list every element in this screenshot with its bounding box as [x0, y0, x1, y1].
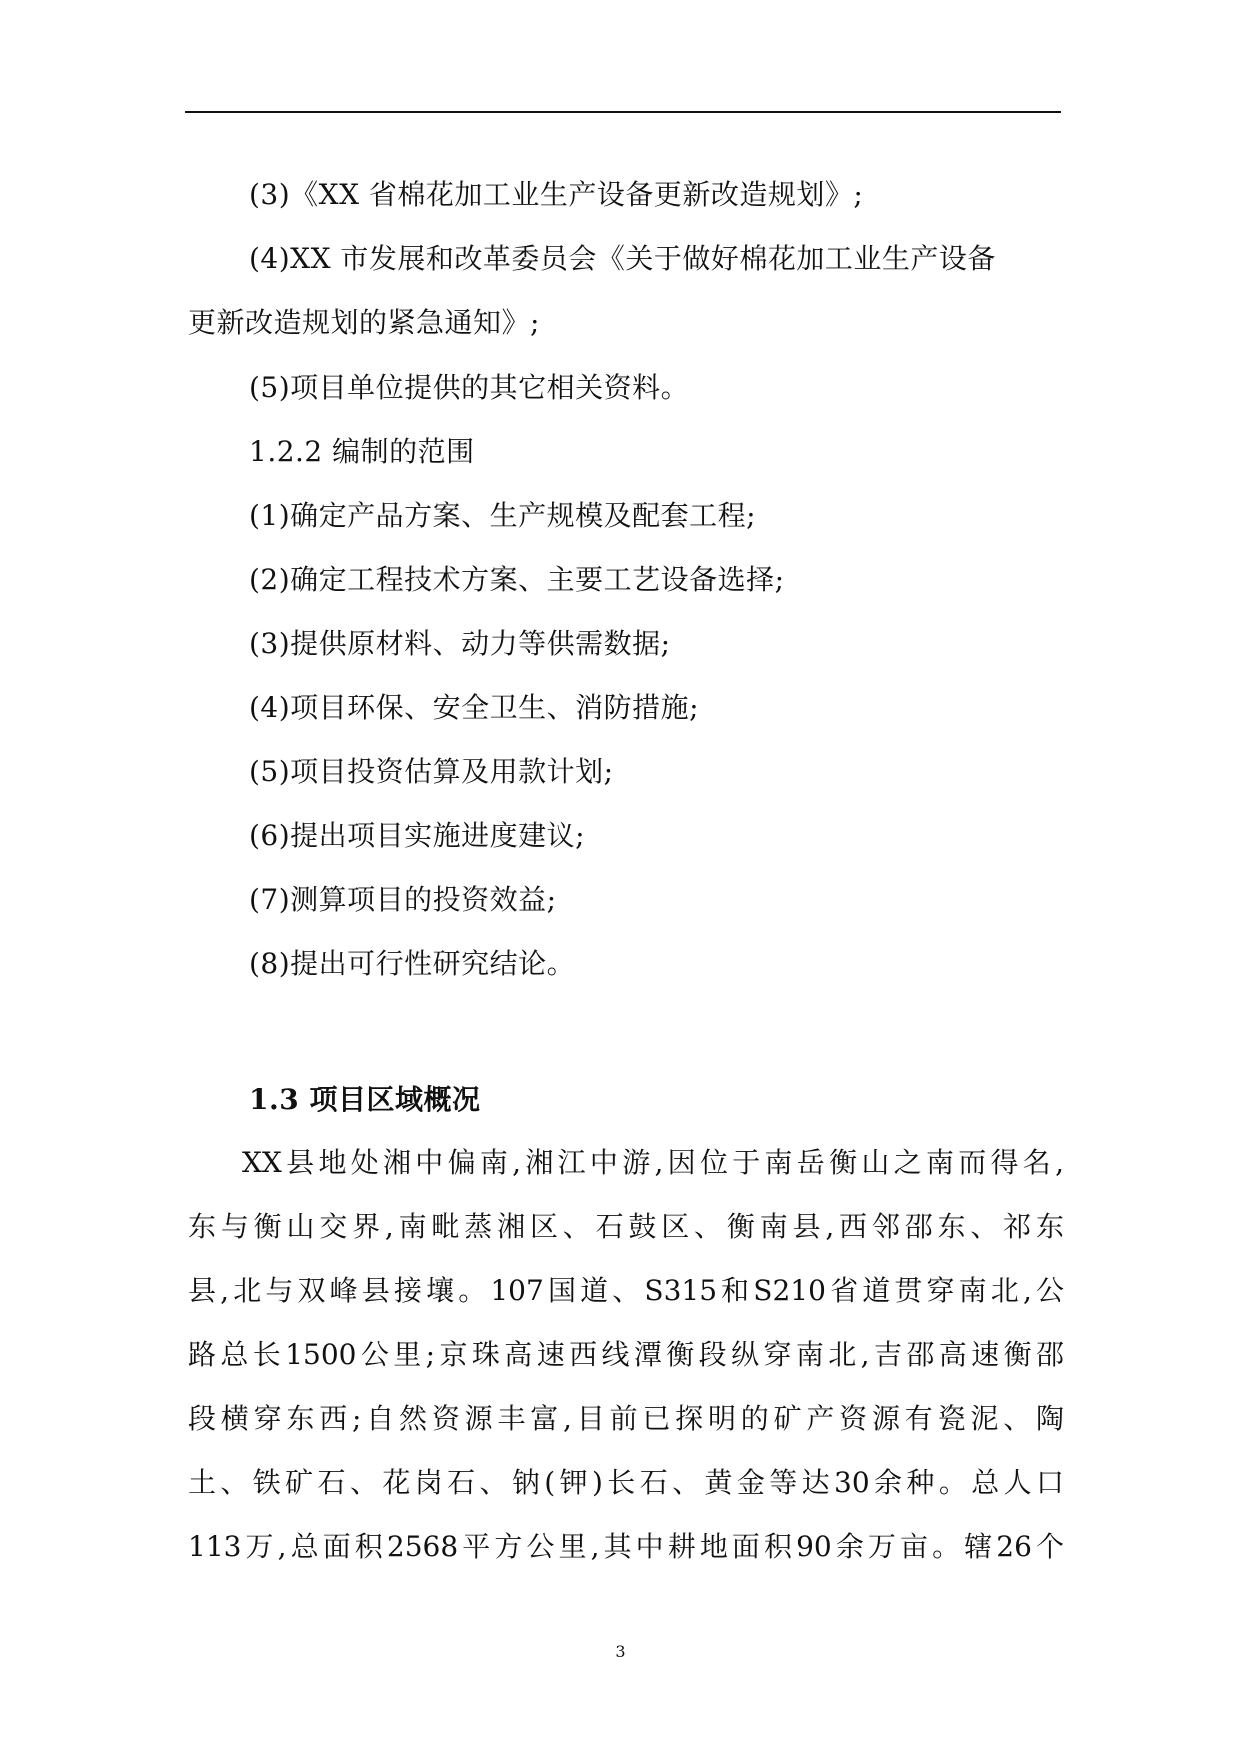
list-item: (2)确定工程技术方案、主要工艺设备选择; — [249, 563, 785, 596]
paragraph-line: 县,北与双峰县接壤。107国道、S315和S210省道贯穿南北,公 — [188, 1274, 1064, 1307]
list-item: (7)测算项目的投资效益; — [249, 883, 557, 916]
paragraph-line: 东与衡山交界,南毗蒸湘区、石鼓区、衡南县,西邻邵东、祁东 — [188, 1210, 1064, 1243]
paragraph-line: 段横穿东西;自然资源丰富,目前已探明的矿产资源有瓷泥、陶 — [188, 1402, 1064, 1435]
paragraph-line: 113万,总面积2568平方公里,其中耕地面积90余万亩。辖26个 — [188, 1530, 1064, 1563]
text-line: (4)XX 市发展和改革委员会《关于做好棉花加工业生产设备 — [249, 242, 996, 275]
header-rule — [185, 111, 1061, 113]
paragraph-line: 土、铁矿石、花岗石、钠(钾)长石、黄金等达30余种。总人口 — [188, 1466, 1064, 1499]
page-number: 3 — [615, 1642, 626, 1661]
list-item: (8)提出可行性研究结论。 — [249, 947, 576, 980]
section-heading: 1.3 项目区域概况 — [249, 1083, 481, 1116]
list-item: (5)项目投资估算及用款计划; — [249, 755, 614, 788]
list-item: (3)提供原材料、动力等供需数据; — [249, 627, 671, 660]
list-item: (1)确定产品方案、生产规模及配套工程; — [249, 499, 757, 532]
text-line: (3)《XX 省棉花加工业生产设备更新改造规划》; — [249, 178, 864, 211]
paragraph-line: XX县地处湘中偏南,湘江中游,因位于南岳衡山之南而得名, — [242, 1146, 1064, 1179]
list-item: (4)项目环保、安全卫生、消防措施; — [249, 691, 700, 724]
text-line: 更新改造规划的紧急通知》; — [188, 306, 540, 339]
list-item: (6)提出项目实施进度建议; — [249, 819, 586, 852]
text-line: (5)项目单位提供的其它相关资料。 — [249, 371, 690, 404]
subsection-heading: 1.2.2 编制的范围 — [249, 435, 475, 468]
paragraph-line: 路总长1500公里;京珠高速西线潭衡段纵穿南北,吉邵高速衡邵 — [188, 1338, 1064, 1371]
